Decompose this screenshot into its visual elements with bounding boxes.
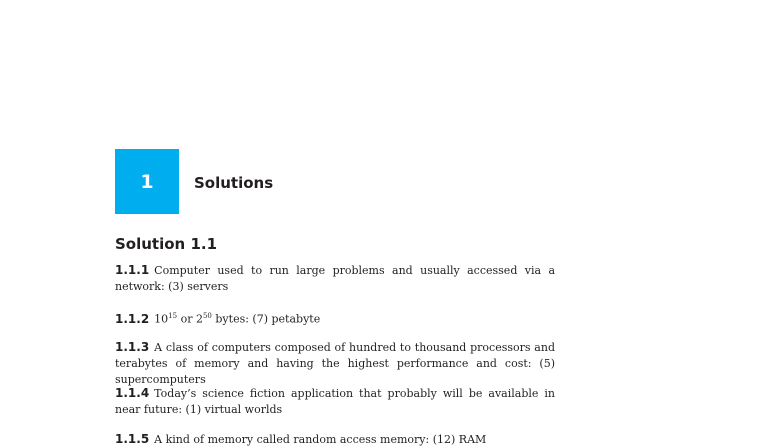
chapter-number: 1 [140, 170, 154, 193]
exercise-number: 1.1.1 [115, 263, 150, 277]
exercise-1-1-2 [115, 308, 555, 328]
exercise-text-after: bytes: (7) petabyte [211, 312, 321, 326]
exercise-text: Today’s science fiction application that probably will be available in near future: (1) virtual worlds [115, 387, 555, 416]
exercise-1-1-5 [115, 431, 555, 448]
exercise-number: 1.1.4 [115, 386, 150, 400]
exponent-15: 15 [168, 312, 178, 320]
exercise-number: 1.1.3 [115, 340, 150, 354]
exercise-1-1-1 [115, 262, 555, 295]
exercise-1-1-3 [115, 339, 555, 388]
exercise-text: Computer used to run large problems and usually accessed via a network: (3) servers [115, 264, 555, 293]
exercise-text-mid: or 2 [177, 312, 203, 326]
chapter-number-box [115, 149, 179, 214]
section-title: Solution 1.1 [115, 235, 218, 253]
exercise-number: 1.1.2 [115, 311, 150, 326]
exercise-1-1-4 [115, 385, 555, 418]
exercise-number: 1.1.5 [115, 432, 150, 446]
exercise-text: A class of computers composed of hundred to thousand processors and terabytes of memory and having the highest performance and cost: (5) supercomputers [115, 341, 555, 386]
exercise-text: A kind of memory called random access memory: (12) RAM [154, 433, 487, 446]
chapter-title: Solutions [194, 174, 274, 192]
exercise-text-before: 10 [154, 312, 169, 326]
exponent-50: 50 [202, 312, 212, 320]
